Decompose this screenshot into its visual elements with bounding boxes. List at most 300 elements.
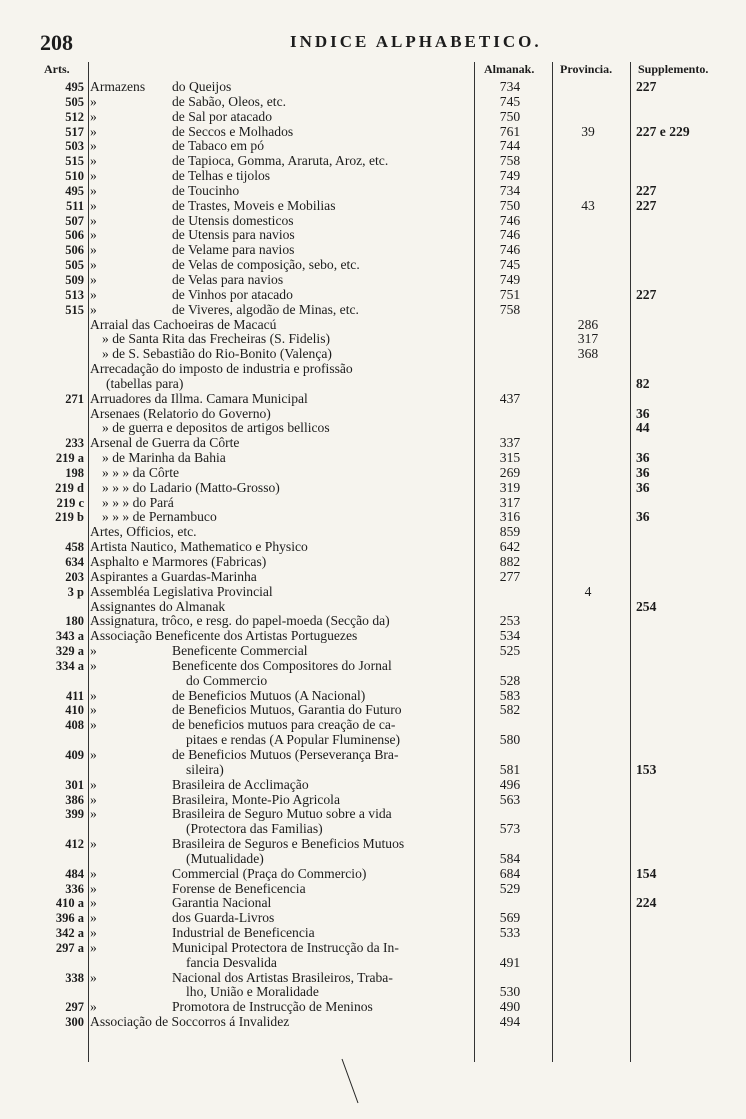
table-row [30,392,730,407]
article-number: 408 [65,718,84,733]
table-row [30,882,730,897]
almanak-page: 859 [499,524,521,540]
entry-text [90,466,474,481]
entry-text [90,614,474,629]
entry-head: » [90,747,97,762]
entry-head: » [90,228,97,243]
provincia-page: 317 [577,331,599,347]
entry-head: » [90,970,97,985]
entry-text [90,303,474,318]
entry-text [90,629,474,644]
entry-label: de Seccos e Molhados [172,124,294,139]
table-row [30,139,730,154]
entry-text [90,911,474,926]
almanak-page: 317 [499,494,521,510]
entry-label: » » » do Ladario (Matto-Grosso) [102,480,280,495]
article-number: 410 [65,703,84,718]
entry-label: Brasileira de Acclimação [172,777,309,792]
almanak-page: 337 [499,435,521,451]
entry-text [90,600,474,615]
almanak-page: 316 [499,509,521,525]
table-row [30,555,730,570]
entry-label: fancia Desvalida [186,955,277,970]
article-number: 412 [65,837,84,852]
entry-label: lho, União e Moralidade [186,985,319,1000]
entry-label: de Toucinho [172,183,240,198]
article-number: 3 p [67,584,84,599]
table-row [30,956,730,971]
article-number: 517 [65,124,84,139]
almanak-page: 749 [499,271,521,287]
entry-label: Nacional dos Artistas Brasileiros, Traba- [172,970,393,985]
table-row [30,303,730,318]
table-row [30,941,730,956]
table-row [30,644,730,659]
almanak-page: 528 [499,672,521,688]
almanak-page: 581 [499,761,521,777]
entry-head: » [90,169,97,184]
entry-text [90,421,474,436]
entry-label: Brasileira de Seguro Mutuo sobre a vida [172,807,392,822]
entry-label: de Tapioca, Gomma, Araruta, Aroz, etc. [172,154,389,169]
entry-text [90,243,474,258]
table-row [30,362,730,377]
table-row [30,332,730,347]
entry-text [90,1015,474,1030]
entry-text [90,718,474,733]
entry-text [90,807,474,822]
entry-head: » [90,94,97,109]
entry-head: » [90,109,97,124]
article-number: 458 [65,540,84,555]
entry-label: Beneficente dos Compositores do Jornal [172,658,392,673]
almanak-page: 734 [499,79,521,94]
entry-label: de Utensis domesticos [172,213,294,228]
entry-text [90,436,474,451]
supplemento-page: 227 e 229 [636,123,690,139]
entry-label: (tabellas para) [106,376,184,391]
supplemento-page: 224 [636,895,657,911]
entry-text [90,703,474,718]
entry-label: Assignatura, trôco, e resg. do papel-moeda (Secção da) [90,614,390,629]
entry-text [90,228,474,243]
entry-label: de Telhas e tijolos [172,169,271,184]
almanak-page: 734 [499,182,521,198]
entry-label: » » » de Pernambuco [102,510,217,525]
entry-head: Armazens [90,80,146,94]
table-row [30,214,730,229]
entry-label: » de Marinha da Bahia [102,451,226,466]
table-row [30,1000,730,1015]
provincia-page: 286 [577,316,599,332]
entry-text [90,392,474,407]
table-row [30,807,730,822]
entry-head: » [90,287,97,302]
entry-text [90,763,474,778]
entry-text [90,837,474,852]
article-number: 300 [65,1015,84,1030]
entry-label: Aspirantes a Guardas-Marinha [90,569,257,584]
entry-text [90,956,474,971]
entry-label: Assembléa Legislativa Provincial [90,584,273,599]
entry-label: Arrecadação do imposto de industria e profissão [90,362,353,377]
entry-text [90,748,474,763]
table-row [30,689,730,704]
article-number: 411 [65,688,84,703]
almanak-page: 684 [499,865,521,881]
table-row [30,674,730,689]
supplemento-page: 36 [636,479,650,495]
almanak-page: 761 [499,123,521,139]
supplemento-page: 254 [636,598,657,614]
entry-label: de Viveres, algodão de Minas, etc. [172,302,359,317]
entry-label: (Protectora das Familias) [186,822,323,837]
supplemento-page: 36 [636,464,650,480]
almanak-page: 746 [499,242,521,258]
article-number: 506 [65,228,84,243]
entry-text [90,362,474,377]
entry-label: (Mutualidade) [186,851,264,866]
almanak-page: 269 [499,464,521,480]
supplemento-page: 227 [636,197,657,213]
entry-head: » [90,154,97,169]
article-number: 203 [65,569,84,584]
table-row [30,421,730,436]
article-number: 505 [65,94,84,109]
entry-text [90,318,474,333]
entry-label: de Trastes, Moveis e Mobilias [172,198,336,213]
entry-label: » » » do Pará [102,495,174,510]
article-number: 297 a [55,940,84,955]
article-number: 505 [65,258,84,273]
entry-label: » de Santa Rita das Frecheiras (S. Fidelis) [102,332,331,347]
entry-text [90,540,474,555]
table-row [30,80,730,95]
table-row [30,288,730,303]
entry-label: Arruadores da Illma. Camara Municipal [90,391,308,406]
supplemento-page: 153 [636,761,657,777]
entry-label: de Velas para navios [172,272,284,287]
entry-head: » [90,258,97,273]
table-row [30,125,730,140]
entry-text [90,778,474,793]
entry-label: de Beneficios Mutuos (A Nacional) [172,688,366,703]
table-row [30,718,730,733]
article-number: 634 [65,555,84,569]
almanak-page: 745 [499,93,521,109]
provincia-page: 43 [581,197,595,213]
table-row [30,748,730,763]
entry-text [90,496,474,511]
entry-label: Commercial (Praça do Commercio) [172,866,367,881]
almanak-page: 758 [499,301,521,317]
article-number: 495 [65,80,84,94]
entry-text [90,644,474,659]
table-row [30,985,730,1000]
entry-label: Beneficente Commercial [172,644,308,659]
almanak-page: 277 [499,568,521,584]
entry-head: » [90,272,97,287]
table-row [30,510,730,525]
entry-text [90,169,474,184]
table-row [30,926,730,941]
table-row [30,228,730,243]
ink-stroke-mark [340,1057,370,1105]
article-number: 301 [65,777,84,792]
table-row [30,154,730,169]
almanak-page: 569 [499,910,521,926]
entry-label: de Velame para navios [172,243,295,258]
table-row [30,436,730,451]
entry-text [90,733,474,748]
entry-label: » de S. Sebastião do Rio-Bonito (Valença) [102,347,332,362]
entry-head: » [90,896,97,911]
almanak-page: 437 [499,390,521,406]
table-row [30,911,730,926]
article-number: 271 [65,391,84,406]
entry-label: Industrial de Beneficencia [172,926,315,941]
article-number: 507 [65,213,84,228]
table-row [30,169,730,184]
almanak-page: 583 [499,687,521,703]
entry-text [90,288,474,303]
entry-head: » [90,777,97,792]
entry-label: sileira) [186,762,224,777]
article-number: 396 a [55,911,84,926]
almanak-page: 253 [499,613,521,629]
almanak-page: 490 [499,999,521,1015]
almanak-page: 534 [499,628,521,644]
entry-text [90,585,474,600]
article-number: 219 d [55,480,84,495]
entry-label: Assignantes do Almanak [90,599,226,614]
entry-text [90,822,474,837]
entry-text [90,867,474,882]
table-row [30,451,730,466]
provincia-page: 4 [584,583,592,599]
entry-head: » [90,658,97,673]
table-row [30,199,730,214]
entry-head: » [90,837,97,852]
entry-text [90,971,474,986]
article-number: 511 [65,198,84,213]
entry-label: » de guerra e depositos de artigos bellicos [102,421,330,436]
entry-label: de Beneficios Mutuos (Perseverança Bra- [172,747,399,762]
entry-label: de Sabão, Oleos, etc. [172,94,287,109]
article-number: 409 [65,747,84,762]
entry-text [90,525,474,540]
article-number: 513 [65,287,84,302]
entry-head: » [90,866,97,881]
almanak-page: 584 [499,850,521,866]
entry-label: Promotora de Instrucção de Meninos [172,1000,373,1015]
entry-text [90,852,474,867]
entry-head: » [90,183,97,198]
entry-label: do Commercio [186,673,268,688]
page-header [40,30,720,54]
article-number: 399 [65,807,84,822]
entry-text [90,941,474,956]
article-number: 336 [65,881,84,896]
table-row [30,258,730,273]
table-row [30,496,730,511]
table-row [30,659,730,674]
table-row [30,600,730,615]
entry-label: Associação de Soccorros á Invalidez [90,1015,290,1030]
article-number: 343 a [55,629,84,644]
almanak-page: 563 [499,791,521,807]
almanak-page: 580 [499,732,521,748]
entry-head: » [90,718,97,733]
entry-label: Arsenal de Guerra da Côrte [90,436,240,451]
column-header-arts: Arts. [44,62,70,76]
page-number: 208 [40,30,73,55]
entry-text [90,214,474,229]
table-row [30,318,730,333]
entry-text [90,154,474,169]
table-row [30,867,730,882]
column-header-provincia: Provincia. [560,62,613,76]
article-number: 410 a [55,896,84,911]
entry-text [90,139,474,154]
entry-label: Associação Beneficente dos Artistas Portuguezes [90,629,358,644]
entry-head: » [90,911,97,926]
entry-text [90,555,474,570]
entry-text [90,510,474,525]
table-row [30,347,730,362]
article-number: 329 a [55,644,84,659]
article-number: 334 a [55,658,84,673]
almanak-page: 642 [499,539,521,555]
entry-text [90,125,474,140]
table-row [30,466,730,481]
table-row [30,540,730,555]
entry-head: » [90,940,97,955]
provincia-page: 39 [581,123,595,139]
table-row [30,184,730,199]
article-number: 342 a [55,926,84,941]
table-row [30,614,730,629]
entry-text [90,80,474,95]
table-row [30,273,730,288]
table-row [30,481,730,496]
almanak-page: 315 [499,450,521,466]
table-row [30,793,730,808]
entry-head: » [90,213,97,228]
entry-label: do Queijos [172,80,232,94]
article-number: 233 [65,436,84,451]
entry-label: Artista Nautico, Mathematico e Physico [90,540,308,555]
table-row [30,837,730,852]
entry-text [90,332,474,347]
entry-text [90,882,474,897]
entry-text [90,896,474,911]
article-number: 512 [65,109,84,124]
supplemento-page: 227 [636,79,657,94]
supplemento-page: 227 [636,182,657,198]
entry-head: » [90,302,97,317]
almanak-page: 319 [499,479,521,495]
almanak-page: 744 [499,138,521,154]
entry-head: » [90,139,97,154]
table-row [30,733,730,748]
entry-label: pitaes e rendas (A Popular Fluminense) [186,733,401,748]
article-number: 503 [65,139,84,154]
table-row [30,525,730,540]
provincia-page: 368 [577,346,599,362]
supplemento-page: 36 [636,509,650,525]
almanak-page: 882 [499,554,521,569]
entry-label: de beneficios mutuos para creação de ca- [172,718,396,733]
almanak-page: 746 [499,212,521,228]
table-row [30,1015,730,1030]
almanak-page: 496 [499,776,521,792]
entry-text [90,659,474,674]
almanak-page: 491 [499,954,521,970]
entry-label: Arraial das Cachoeiras de Macacú [90,317,277,332]
entry-head: » [90,243,97,258]
entry-label: de Sal por atacado [172,109,273,124]
almanak-page: 494 [499,1014,521,1030]
entry-head: » [90,792,97,807]
article-number: 219 a [55,451,84,466]
article-number: 386 [65,792,84,807]
column-header-almanak: Almanak. [484,62,535,76]
entry-head: » [90,124,97,139]
entry-text [90,689,474,704]
almanak-page: 573 [499,821,521,837]
table-row [30,243,730,258]
entry-label: Artes, Officios, etc. [90,525,197,540]
supplemento-page: 227 [636,286,657,302]
article-number: 219 b [55,510,84,525]
article-number: 198 [65,465,84,480]
entry-label: Forense de Beneficencia [172,881,306,896]
entry-label: de Velas de composição, sebo, etc. [172,258,360,273]
article-number: 510 [65,169,84,184]
entry-label: Municipal Protectora de Instrucção da In- [172,940,399,955]
table-row [30,110,730,125]
supplemento-page: 82 [636,375,650,391]
entry-label: de Vinhos por atacado [172,287,293,302]
table-row [30,95,730,110]
entry-text [90,273,474,288]
table-row [30,703,730,718]
table-row [30,971,730,986]
table-row [30,407,730,422]
table-row [30,763,730,778]
entry-text [90,258,474,273]
entry-text [90,1000,474,1015]
almanak-page: 758 [499,153,521,169]
article-number: 495 [65,183,84,198]
article-number: 506 [65,243,84,258]
entry-head: » [90,688,97,703]
article-number: 338 [65,970,84,985]
entry-head: » [90,807,97,822]
entry-text [90,377,474,392]
entry-text [90,481,474,496]
almanak-page: 529 [499,880,521,896]
entry-label: Arsenaes (Relatorio do Governo) [90,406,271,421]
almanak-page: 525 [499,643,521,659]
entry-text [90,347,474,362]
entry-text [90,570,474,585]
entry-text [90,184,474,199]
entry-text [90,110,474,125]
entry-label: dos Guarda-Livros [172,911,275,926]
table-row [30,778,730,793]
